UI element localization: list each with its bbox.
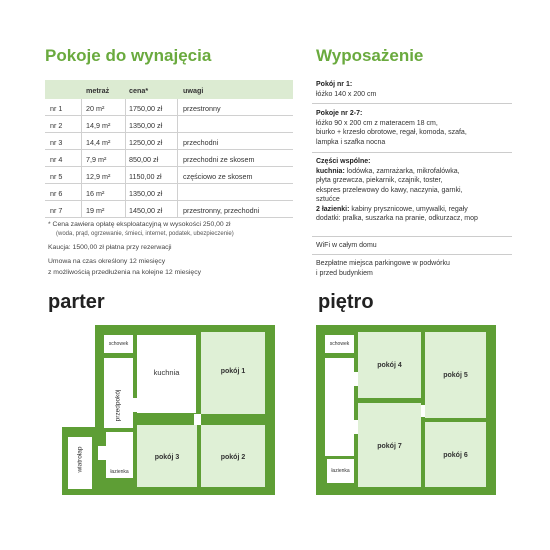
table-row <box>45 116 293 133</box>
parking-info <box>316 259 516 278</box>
cell-price: 1250,00 zł <box>129 138 163 147</box>
rooms27-line: biurko + krzesło obrotowe, regał, komoda, szafa, <box>316 129 467 136</box>
divider <box>312 254 512 255</box>
parking-line: i przed budynkiem <box>316 269 373 277</box>
kitchen-line: ekspres przelewowy do kawy, naczynia, garnki, <box>316 186 463 194</box>
cell-notes: przestronny, przechodni <box>183 206 260 215</box>
divider <box>312 103 512 104</box>
header-notes: uwagi <box>183 86 204 95</box>
cell-price: 1150,00 zł <box>129 172 162 181</box>
table-row <box>45 201 293 218</box>
header-area: metraż <box>86 86 110 95</box>
common-equipment <box>316 157 516 224</box>
contract-line-2: z możliwością przedłużenia na kolejne 12 miesięcy <box>48 269 202 276</box>
cell-notes: przestronny <box>183 104 221 113</box>
table-header <box>45 80 293 99</box>
kitchen-line: lodówka, zamrażarka, mikrofalówka, <box>346 167 460 175</box>
bathroom-label: łazienka <box>331 468 350 474</box>
divider <box>312 236 512 237</box>
hallway <box>325 358 354 456</box>
cell-area: 7,9 m² <box>86 155 107 164</box>
kitchen-line: płyta grzewcza, piekarnik, czajnik, toster, <box>316 177 443 184</box>
room-6-label: pokój 6 <box>443 452 468 459</box>
table-row <box>45 150 293 167</box>
room1-text: łóżko 140 x 200 cm <box>316 90 377 98</box>
cell-area: 20 m² <box>86 104 105 113</box>
table-row <box>45 184 293 201</box>
room-7-label: pokój 7 <box>377 443 402 450</box>
pietro-title: piętro <box>318 291 374 313</box>
parking-line: Bezpłatne miejsca parkingowe w podwórku <box>316 260 450 267</box>
kitchen-label: kuchnia: <box>316 167 345 175</box>
cell-room: nr 3 <box>50 138 63 147</box>
cell-price: 850,00 zł <box>129 155 159 164</box>
bath-label: 2 łazienki: <box>316 205 350 213</box>
cell-price: 1450,00 zł <box>129 206 163 215</box>
parter-title: parter <box>48 291 105 313</box>
cell-room: nr 7 <box>50 206 63 215</box>
rooms27-title: Pokoje nr 2-7: <box>316 110 363 117</box>
hallway-label: przedpokój <box>114 389 122 422</box>
room-2-label: pokój 2 <box>220 454 246 461</box>
rooms27-equipment <box>316 109 516 147</box>
cell-area: 14,9 m² <box>86 121 111 130</box>
bath-line: kabiny prysznicowe, umywalki, regały <box>351 205 468 213</box>
room1-title: Pokój nr 1: <box>316 81 353 88</box>
cell-notes: częściowo ze skosem <box>183 172 253 181</box>
cell-area: 19 m² <box>86 206 105 215</box>
cell-room: nr 6 <box>50 189 63 198</box>
cell-area: 16 m² <box>86 189 105 198</box>
cell-room: nr 1 <box>50 104 63 113</box>
room-3-label: pokój 3 <box>154 454 180 461</box>
storage-label: schowek <box>108 341 129 347</box>
cell-price: 1350,00 zł <box>129 189 163 198</box>
cell-notes: przechodni <box>183 138 219 147</box>
contract-line-1: Umowa na czas określony 12 miesięcy <box>48 258 166 265</box>
kitchen-label: kuchnia <box>153 368 180 377</box>
table-row <box>45 167 293 184</box>
deposit-text: Kaucja: 1500,00 zł płatna przy rezerwacji <box>48 244 172 251</box>
rooms-title: Pokoje do wynajęcia <box>45 46 212 65</box>
kitchen-line: sztućce <box>316 196 340 203</box>
cell-price: 1350,00 zł <box>129 121 163 130</box>
price-footnote-detail: (woda, prąd, ogrzewanie, śmieci, internet, podatek, ubezpieczenie) <box>56 231 234 237</box>
cell-room: nr 4 <box>50 155 63 164</box>
vestibule-label: wiatrołap <box>76 446 84 473</box>
storage-label: schowek <box>329 341 350 347</box>
cell-room: nr 5 <box>50 172 63 181</box>
cell-price: 1750,00 zł <box>129 104 163 113</box>
divider <box>312 152 512 153</box>
table-row <box>45 133 293 150</box>
cell-notes: przechodni ze skosem <box>183 155 255 164</box>
cell-room: nr 2 <box>50 121 63 130</box>
wifi-text: WiFi w całym domu <box>316 242 377 249</box>
bathroom-label: łazienka <box>110 469 129 475</box>
common-title: Części wspólne: <box>316 158 371 165</box>
cell-area: 12,9 m² <box>86 172 111 181</box>
rooms27-line: łóżko 90 x 200 cm z materacem 18 cm, <box>316 119 438 127</box>
rooms-table <box>45 80 293 218</box>
room-5-label: pokój 5 <box>443 372 468 379</box>
cell-area: 14,4 m² <box>86 138 111 147</box>
room1-equipment <box>316 80 516 99</box>
table-row <box>45 99 293 116</box>
rooms27-line: lampka i szafka nocna <box>316 138 386 146</box>
price-footnote: * Cena zawiera opłatę eksploatacyjną w wysokości 250,00 zł <box>48 221 231 228</box>
header-price: cena* <box>129 86 149 95</box>
room-4-label: pokój 4 <box>377 362 402 369</box>
equipment-title: Wyposażenie <box>316 46 424 65</box>
room-1-label: pokój 1 <box>220 368 246 375</box>
bath-line: dodatki: pralka, suszarka na pranie, odkurzacz, mop <box>316 215 478 222</box>
